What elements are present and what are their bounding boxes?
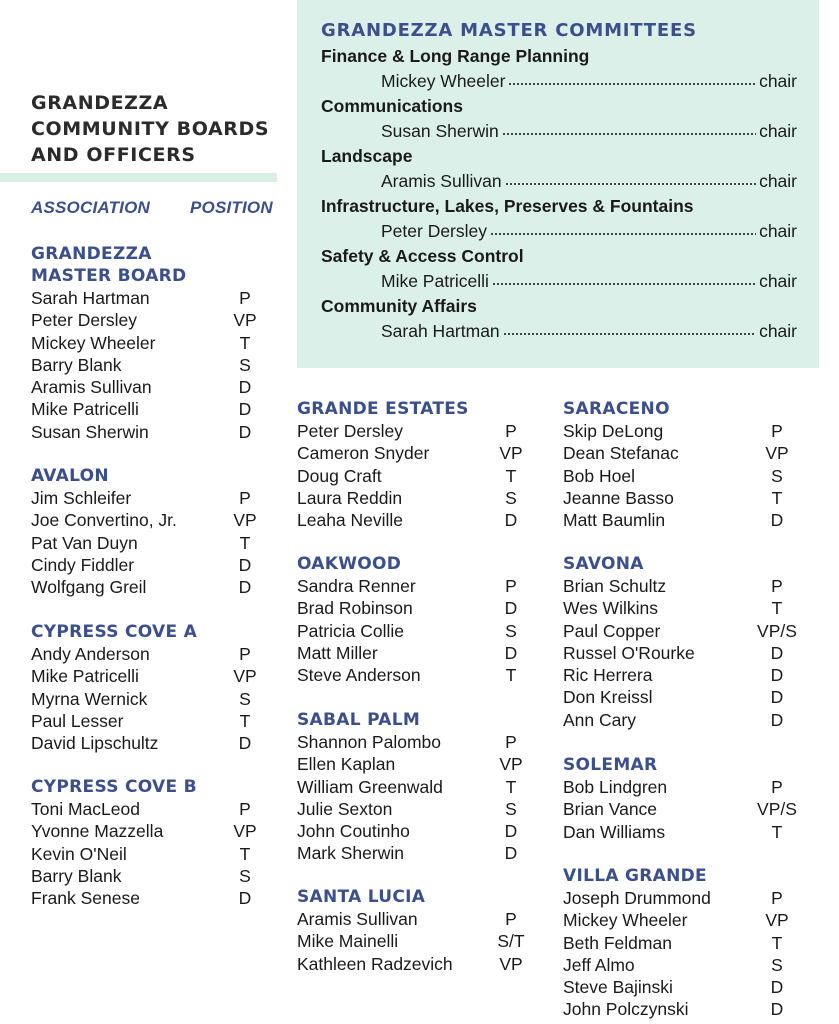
member-name: Mike Patricelli	[31, 399, 139, 420]
association-column-header: ASSOCIATION	[31, 198, 151, 217]
member-position: S	[239, 354, 251, 375]
member-position: D	[770, 999, 784, 1020]
member-name: David Lipschultz	[31, 733, 159, 754]
member-name: Cindy Fiddler	[31, 554, 135, 575]
board-heading-line: AVALON	[31, 466, 109, 486]
member-position: VP/S	[757, 799, 797, 820]
member-row	[31, 376, 271, 398]
board-cypress-cove-b	[31, 776, 271, 909]
dot-leader	[505, 169, 756, 186]
member-row	[31, 887, 271, 909]
board-heading	[31, 243, 271, 287]
board-heading	[563, 865, 813, 887]
member-name: Sarah Hartman	[31, 288, 150, 308]
board-heading	[297, 886, 537, 908]
member-name: Frank Senese	[31, 888, 140, 909]
member-name: Skip DeLong	[563, 421, 664, 441]
board-heading-line: SANTA LUCIA	[297, 887, 426, 907]
member-row	[563, 664, 813, 686]
member-position: VP	[233, 510, 257, 531]
member-position: VP	[233, 666, 257, 687]
committee-chair-row	[321, 119, 797, 144]
member-name: Ric Herrera	[563, 665, 653, 686]
member-position: T	[239, 332, 251, 353]
member-name: Andy Anderson	[31, 644, 150, 664]
member-row	[297, 753, 537, 775]
member-row	[297, 664, 537, 686]
member-position: VP	[499, 754, 523, 775]
member-name: Peter Dersley	[31, 310, 138, 331]
board-santa-lucia	[297, 886, 537, 975]
member-row	[31, 710, 271, 732]
member-row	[31, 688, 271, 710]
member-name: Pat Van Duyn	[31, 532, 138, 553]
member-name: Julie Sexton	[297, 798, 393, 819]
member-position: P	[239, 288, 251, 308]
member-position: P	[771, 576, 783, 596]
member-row	[31, 487, 271, 509]
board-heading	[297, 709, 537, 731]
member-name: Mickey Wheeler	[563, 910, 688, 931]
member-position: VP	[233, 821, 257, 842]
member-name: John Coutinho	[297, 821, 410, 842]
dot-leader	[503, 319, 756, 336]
member-row	[297, 798, 537, 820]
page-title-line: GRANDEZZA	[31, 92, 169, 114]
board-avalon	[31, 465, 271, 598]
member-position: S/T	[497, 931, 525, 952]
member-name: Paul Lesser	[31, 710, 124, 731]
member-position: T	[505, 665, 517, 686]
member-row	[563, 509, 813, 531]
member-position: D	[238, 399, 252, 420]
committee-chair-name: Susan Sherwin	[381, 121, 499, 141]
member-row	[563, 821, 813, 843]
committee-chair-name: Mickey Wheeler	[381, 71, 506, 91]
member-name: Bob Hoel	[563, 465, 635, 486]
member-name: Jeanne Basso	[563, 487, 674, 508]
member-name: Matt Baumlin	[563, 510, 666, 531]
member-row	[563, 954, 813, 976]
member-name: Barry Blank	[31, 354, 122, 375]
member-name: Brian Schultz	[563, 576, 667, 596]
member-position: D	[504, 843, 518, 864]
board-heading-line: VILLA GRANDE	[563, 866, 707, 886]
member-row	[297, 820, 537, 842]
board-heading-line: CYPRESS COVE A	[31, 622, 198, 642]
member-row	[563, 575, 813, 597]
board-heading	[31, 621, 271, 643]
board-heading-line: SAVONA	[563, 554, 644, 574]
member-name: Shannon Palombo	[297, 732, 441, 752]
board-heading-line: GRANDEZZA	[31, 244, 152, 264]
board-heading	[297, 398, 537, 420]
member-name: Dean Stefanac	[563, 443, 679, 464]
member-position: P	[239, 799, 251, 819]
member-name: Toni MacLeod	[31, 799, 140, 819]
committee-chair-row	[321, 219, 797, 244]
member-name: Laura Reddin	[297, 487, 403, 508]
member-row	[31, 421, 271, 443]
member-position: T	[771, 598, 783, 619]
member-name: Mike Patricelli	[31, 666, 139, 687]
committee-role-label: chair	[759, 321, 797, 341]
member-position: D	[238, 421, 252, 442]
member-position: T	[771, 932, 783, 953]
board-heading	[297, 553, 537, 575]
committees-title: GRANDEZZA MASTER COMMITTEES	[321, 20, 697, 41]
member-row	[31, 865, 271, 887]
member-position: D	[770, 687, 784, 708]
member-row	[563, 776, 813, 798]
board-saraceno	[563, 398, 813, 531]
member-position: VP	[765, 443, 789, 464]
member-row	[31, 309, 271, 331]
member-row	[297, 908, 537, 930]
committee-name: Safety & Access Control	[321, 246, 524, 266]
member-position: T	[771, 487, 783, 508]
board-heading-line: CYPRESS COVE B	[31, 777, 197, 797]
position-column-header: POSITION	[190, 198, 273, 217]
dot-leader	[502, 119, 756, 136]
dot-leader	[492, 269, 756, 286]
member-name: Bob Lindgren	[563, 777, 668, 797]
member-row	[297, 842, 537, 864]
member-name: Barry Blank	[31, 865, 122, 886]
member-row	[297, 597, 537, 619]
committee-chair-row	[321, 69, 797, 94]
member-position: D	[238, 888, 252, 909]
page-title	[31, 90, 291, 168]
member-position: D	[504, 598, 518, 619]
member-position: P	[771, 421, 783, 441]
member-row	[563, 909, 813, 931]
member-row	[31, 287, 271, 309]
member-name: Paul Copper	[563, 620, 661, 641]
board-heading	[31, 465, 271, 487]
member-row	[31, 332, 271, 354]
member-row	[31, 354, 271, 376]
member-row	[31, 532, 271, 554]
member-name: Susan Sherwin	[31, 421, 149, 442]
member-row	[563, 465, 813, 487]
member-position: S	[505, 798, 517, 819]
member-row	[297, 731, 537, 753]
board-heading-line: OAKWOOD	[297, 554, 402, 574]
member-position: D	[238, 577, 252, 598]
member-position: T	[239, 710, 251, 731]
member-position: S	[771, 465, 783, 486]
member-row	[31, 643, 271, 665]
member-name: John Polczynski	[563, 999, 689, 1020]
member-position: S	[505, 620, 517, 641]
board-heading-line: SARACENO	[563, 399, 670, 419]
member-name: Brian Vance	[563, 799, 658, 820]
page-title-line: COMMUNITY BOARDS	[31, 118, 270, 140]
member-row	[31, 576, 271, 598]
member-row	[31, 665, 271, 687]
member-name: Dan Williams	[563, 821, 666, 842]
board-heading	[31, 776, 271, 798]
member-row	[563, 998, 813, 1020]
member-name: Kathleen Radzevich	[297, 953, 453, 974]
member-row	[563, 642, 813, 664]
committee-role-label: chair	[759, 271, 797, 291]
member-row	[297, 642, 537, 664]
member-row	[563, 709, 813, 731]
member-row	[297, 509, 537, 531]
title-divider	[0, 173, 277, 182]
member-row	[563, 976, 813, 998]
board-heading	[563, 553, 813, 575]
member-name: William Greenwald	[297, 776, 443, 797]
member-row	[297, 776, 537, 798]
member-row	[563, 442, 813, 464]
member-row	[563, 597, 813, 619]
member-row	[31, 843, 271, 865]
member-position: T	[239, 532, 251, 553]
board-solemar	[563, 754, 813, 843]
member-position: VP	[499, 953, 523, 974]
member-row	[563, 798, 813, 820]
member-name: Cameron Snyder	[297, 443, 430, 464]
member-position: S	[771, 954, 783, 975]
board-heading-line: SOLEMAR	[563, 755, 658, 775]
member-row	[31, 732, 271, 754]
board-cypress-cove-a	[31, 621, 271, 754]
board-grande-estates	[297, 398, 537, 531]
dot-leader	[508, 69, 756, 86]
member-name: Kevin O'Neil	[31, 843, 127, 864]
member-position: P	[239, 644, 251, 664]
member-row	[297, 420, 537, 442]
board-heading-line: SABAL PALM	[297, 710, 421, 730]
member-position: P	[771, 777, 783, 797]
committee-chair-row	[321, 319, 797, 344]
board-savona	[563, 553, 813, 731]
member-position: P	[239, 488, 251, 508]
member-name: Myrna Wernick	[31, 688, 148, 709]
member-row	[297, 465, 537, 487]
committee-role-label: chair	[759, 171, 797, 191]
member-name: Mark Sherwin	[297, 843, 404, 864]
member-name: Aramis Sullivan	[31, 377, 152, 398]
committee-name: Community Affairs	[321, 296, 477, 316]
committee-name: Landscape	[321, 146, 413, 166]
member-name: Wolfgang Greil	[31, 577, 147, 598]
member-name: Don Kreissl	[563, 687, 653, 708]
member-position: D	[504, 642, 518, 663]
member-position: D	[238, 554, 252, 575]
member-position: T	[239, 843, 251, 864]
committee-role-label: chair	[759, 71, 797, 91]
committee-name: Finance & Long Range Planning	[321, 46, 590, 66]
member-name: Aramis Sullivan	[297, 909, 418, 929]
member-name: Brad Robinson	[297, 598, 413, 619]
committee-list	[321, 44, 797, 344]
committee-role-label: chair	[759, 221, 797, 241]
committee-chair-name: Aramis Sullivan	[381, 171, 502, 191]
member-name: Mickey Wheeler	[31, 332, 156, 353]
member-position: D	[504, 510, 518, 531]
member-name: Joe Convertino, Jr.	[31, 510, 177, 531]
committee-chair-row	[321, 269, 797, 294]
member-position: VP	[499, 443, 523, 464]
member-row	[31, 798, 271, 820]
member-name: Jeff Almo	[563, 954, 635, 975]
member-row	[297, 575, 537, 597]
member-position: D	[770, 510, 784, 531]
board-heading	[563, 754, 813, 776]
board-villa-grande	[563, 865, 813, 1021]
member-position: P	[505, 576, 517, 596]
member-position: D	[770, 977, 784, 998]
member-row	[297, 953, 537, 975]
member-position: D	[238, 733, 252, 754]
member-name: Ellen Kaplan	[297, 754, 396, 775]
member-name: Beth Feldman	[563, 932, 672, 953]
member-row	[563, 620, 813, 642]
dot-leader	[490, 219, 756, 236]
member-position: T	[771, 821, 783, 842]
member-row	[563, 487, 813, 509]
member-row	[31, 554, 271, 576]
member-name: Peter Dersley	[297, 421, 404, 441]
board-oakwood	[297, 553, 537, 686]
board-grandezza-master	[31, 243, 271, 443]
member-position: S	[239, 865, 251, 886]
page-title-line: AND OFFICERS	[31, 144, 196, 166]
master-committees-panel	[297, 0, 819, 368]
member-position: D	[504, 821, 518, 842]
member-name: Doug Craft	[297, 465, 382, 486]
board-heading-line: GRANDE ESTATES	[297, 399, 469, 419]
member-name: Joseph Drummond	[563, 888, 711, 908]
member-row	[563, 932, 813, 954]
committee-name: Communications	[321, 96, 463, 116]
member-name: Wes Wilkins	[563, 598, 658, 619]
committee-chair-row	[321, 169, 797, 194]
member-row	[563, 420, 813, 442]
member-position: T	[505, 776, 517, 797]
member-position: P	[505, 421, 517, 441]
member-name: Jim Schleifer	[31, 488, 132, 508]
member-name: Mike Mainelli	[297, 931, 399, 952]
member-name: Ann Cary	[563, 709, 636, 730]
member-row	[297, 442, 537, 464]
member-row	[31, 398, 271, 420]
member-position: D	[770, 709, 784, 730]
committee-role-label: chair	[759, 121, 797, 141]
member-row	[563, 887, 813, 909]
member-name: Sandra Renner	[297, 576, 416, 596]
member-position: D	[238, 377, 252, 398]
board-sabal-palm	[297, 709, 537, 865]
member-name: Matt Miller	[297, 642, 378, 663]
member-row	[297, 930, 537, 952]
member-name: Steve Anderson	[297, 665, 421, 686]
committee-chair-name: Peter Dersley	[381, 221, 488, 241]
member-row	[563, 686, 813, 708]
member-name: Russel O'Rourke	[563, 642, 695, 663]
member-position: P	[505, 909, 517, 929]
committee-chair-name: Mike Patricelli	[381, 271, 489, 291]
member-position: VP	[765, 910, 789, 931]
member-position: P	[505, 732, 517, 752]
committee-chair-name: Sarah Hartman	[381, 321, 500, 341]
member-position: T	[505, 465, 517, 486]
member-position: S	[505, 487, 517, 508]
member-row	[31, 509, 271, 531]
board-heading-line: MASTER BOARD	[31, 266, 187, 286]
member-name: Patricia Collie	[297, 620, 404, 641]
member-row	[31, 820, 271, 842]
member-name: Steve Bajinski	[563, 977, 673, 998]
member-name: Leaha Neville	[297, 510, 404, 531]
member-position: D	[770, 642, 784, 663]
member-position: VP	[233, 310, 257, 331]
member-position: P	[771, 888, 783, 908]
member-name: Yvonne Mazzella	[31, 821, 164, 842]
member-position: S	[239, 688, 251, 709]
board-heading	[563, 398, 813, 420]
committee-name: Infrastructure, Lakes, Preserves & Fountains	[321, 196, 694, 216]
member-position: D	[770, 665, 784, 686]
member-row	[297, 487, 537, 509]
member-position: VP/S	[757, 620, 797, 641]
member-row	[297, 620, 537, 642]
